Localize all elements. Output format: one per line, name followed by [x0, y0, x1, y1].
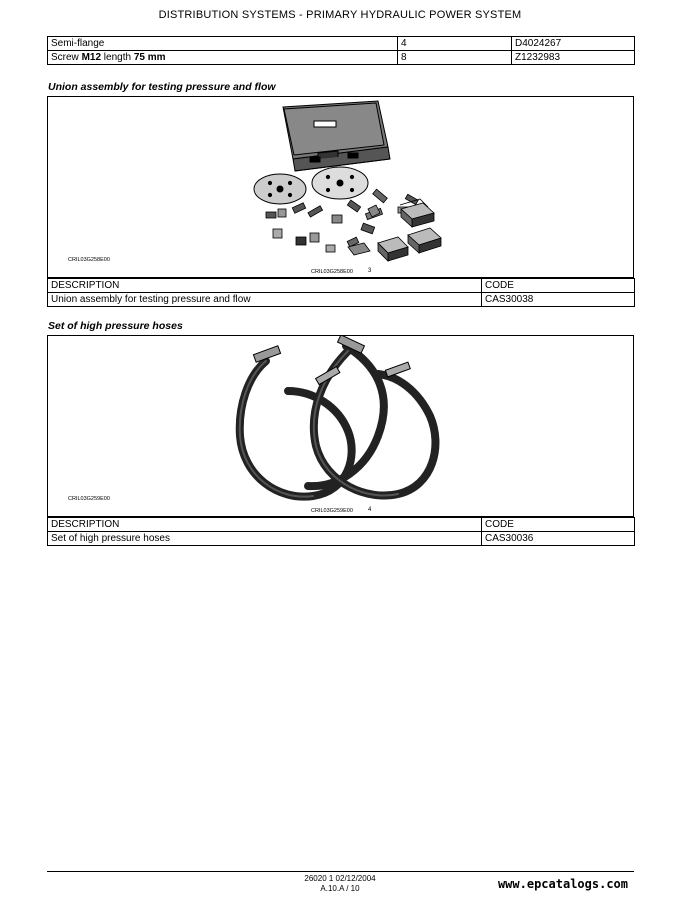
figure-hoses [47, 335, 634, 517]
column-header-code: CODE [482, 518, 635, 532]
hoses-illustration [48, 336, 635, 518]
hoses-code-table [47, 517, 635, 546]
part-qty: 4 [398, 37, 512, 51]
parts-table [47, 36, 635, 65]
column-header-code: CODE [482, 279, 635, 293]
part-qty: 8 [398, 51, 512, 65]
table-row [48, 51, 635, 65]
footer-page-number: A.10.A / 10 [320, 883, 360, 893]
union-code-table [47, 278, 635, 307]
table-row [48, 37, 635, 51]
part-description: Screw M12 length 75 mm [48, 51, 398, 65]
tool-description: Union assembly for testing pressure and flow [48, 293, 482, 307]
column-header-description: DESCRIPTION [48, 279, 482, 293]
tool-description: Set of high pressure hoses [48, 532, 482, 546]
table-row [48, 293, 635, 307]
union-kit-illustration [48, 97, 635, 279]
part-code: Z1232983 [512, 51, 635, 65]
figure-code-left: CRIL03G258E00 [68, 257, 110, 263]
figure-code-left: CRIL03G259E00 [68, 496, 110, 502]
tool-code: CAS30036 [482, 532, 635, 546]
part-description: Semi-flange [48, 37, 398, 51]
table-row [48, 518, 635, 532]
section-title: Union assembly for testing pressure and flow [48, 81, 276, 93]
table-row [48, 279, 635, 293]
watermark-link[interactable]: www.epcatalogs.com [497, 877, 628, 891]
footer-doc-code: 26020 1 02/12/2004 [304, 874, 376, 883]
figure-code-bottom: CRIL03G259E00 [311, 508, 353, 514]
footer-divider [47, 871, 634, 872]
figure-union-kit [47, 96, 634, 278]
figure-number: 3 [368, 268, 372, 274]
column-header-description: DESCRIPTION [48, 518, 482, 532]
part-code: D4024267 [512, 37, 635, 51]
section-title: Set of high pressure hoses [48, 320, 183, 332]
tool-code: CAS30038 [482, 293, 635, 307]
table-row [48, 532, 635, 546]
figure-code-bottom: CRIL03G258E00 [311, 269, 353, 275]
figure-number: 4 [368, 507, 372, 513]
page-title: DISTRIBUTION SYSTEMS - PRIMARY HYDRAULIC POWER SYSTEM [158, 9, 522, 21]
